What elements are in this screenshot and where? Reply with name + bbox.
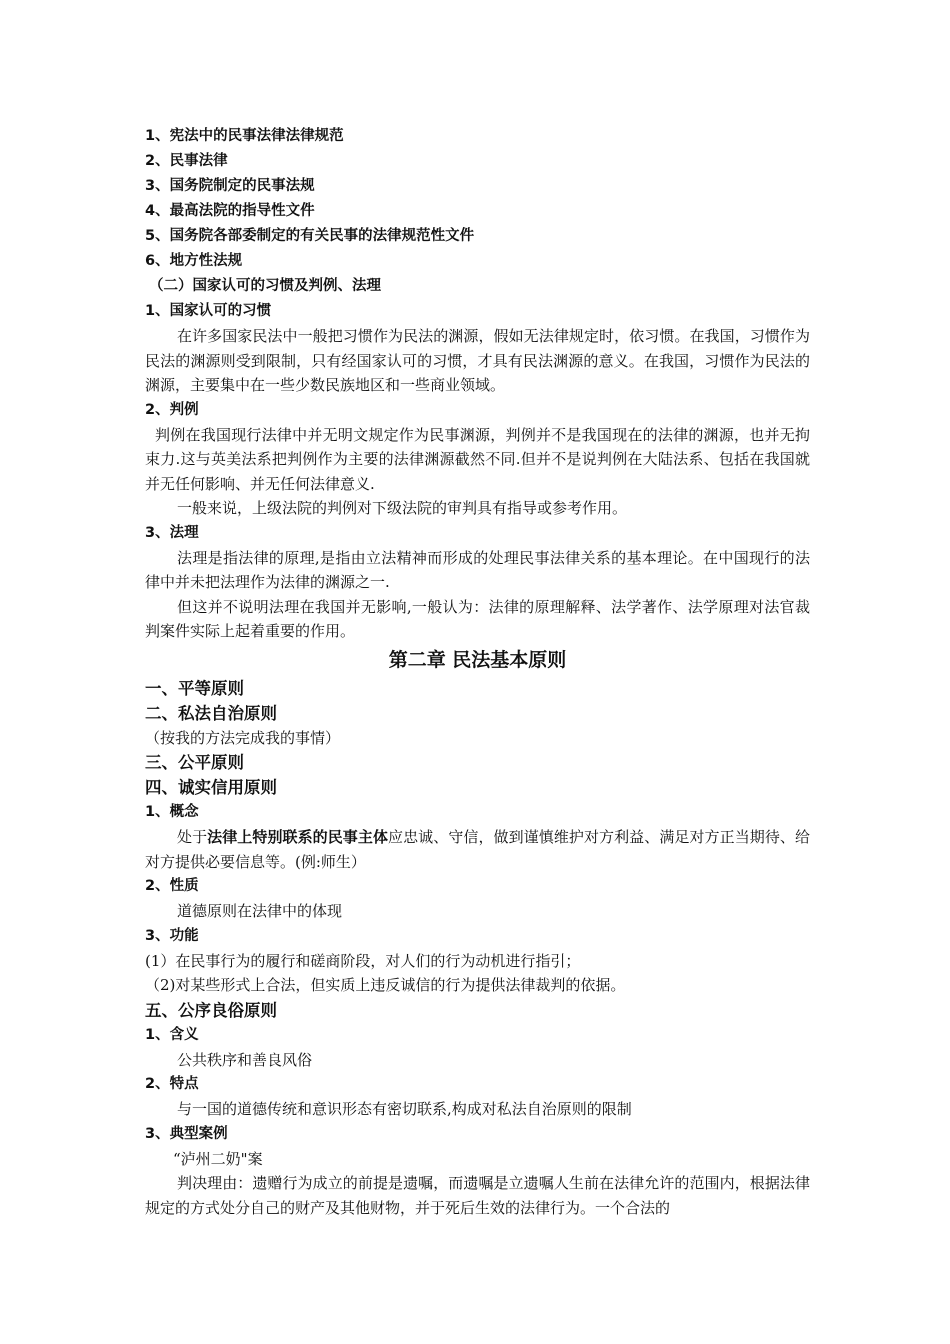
principle-heading: 四、诚实信用原则 — [145, 778, 277, 797]
subsection-heading: 2、性质 — [145, 878, 199, 894]
principle-heading: 三、公平原则 — [145, 753, 244, 772]
paragraph: 在许多国家民法中一般把习惯作为民法的渊源，假如无法律规定时，依习惯。在我国，习惯作为民法的渊源则受到限制，只有经国家认可的习惯，才具有民法渊源的意义。在我国，习惯作为民法的渊源，主要集中在一些少数民族地区和一些商业领域。 — [145, 327, 810, 394]
paragraph: 法理是指法律的原理,是指由立法精神而形成的处理民事法律关系的基本理论。在中国现行的法律中并未把法理作为法律的渊源之一. — [145, 548, 810, 591]
subsection-heading: 3、功能 — [145, 927, 199, 944]
function-item: (1）在民事行为的履行和磋商阶段，对人们的行为动机进行指引； — [145, 951, 581, 970]
subsection-heading: 2、特点 — [145, 1076, 199, 1092]
list-item: 1、宪法中的民事法律法律规范 — [145, 128, 344, 144]
list-item: 2、民事法律 — [145, 153, 228, 169]
subsection-heading: 1、概念 — [145, 804, 199, 820]
list-item: 6、地方性法规 — [145, 253, 243, 269]
paragraph: 但这并不说明法理在我国并无影响,一般认为：法律的原理解释、法学著作、法学原理对法官裁判案件实际上起着重要的作用。 — [145, 597, 810, 640]
paragraph: 与一国的道德传统和意识形态有密切联系,构成对私法自治原则的限制 — [177, 1100, 632, 1118]
list-item: 3、国务院制定的民事法规 — [145, 178, 315, 194]
principle-note: （按我的方法完成我的事情） — [145, 728, 341, 747]
subsection-heading: 3、法理 — [145, 524, 199, 541]
function-item: （2)对某些形式上合法，但实质上违反诚信的行为提供法律裁判的依据。 — [145, 976, 626, 994]
subsection-heading: 1、国家认可的习惯 — [145, 303, 272, 319]
principle-heading: 二、私法自治原则 — [145, 703, 277, 723]
subsection-heading: 2、判例 — [145, 401, 199, 418]
paragraph: 公共秩序和善良风俗 — [177, 1050, 313, 1069]
list-item: 5、国务院各部委制定的有关民事的法律规范性文件 — [145, 228, 475, 244]
list-item: 4、最高法院的指导性文件 — [145, 203, 315, 219]
principle-heading: 一、平等原则 — [145, 678, 244, 698]
principle-heading: 五、公序良俗原则 — [145, 1000, 277, 1020]
concept-rest: 应忠诚、守信，做到谨慎维护对方利益、满足对方正当期待、给对方提供必要信息等。(例:师生） — [145, 828, 810, 871]
subsection-heading: 3、典型案例 — [145, 1125, 228, 1142]
section-heading: （二）国家认可的习惯及判例、法理 — [149, 278, 381, 294]
paragraph — [145, 825, 810, 874]
subsection-heading: 1、含义 — [145, 1026, 199, 1043]
case-name: “泸州二奶"案 — [173, 1149, 263, 1168]
concept-prefix: 处于 — [177, 828, 208, 846]
document-body — [145, 124, 810, 1220]
paragraph: 一般来说，上级法院的判例对下级法院的审判具有指导或参考作用。 — [177, 499, 628, 517]
chapter-title: 第二章 民法基本原则 — [388, 648, 567, 671]
paragraph: 判例在我国现行法律中并无明文规定作为民事渊源，判例并不是我国现在的法律的渊源，也并无拘束力.这与英美法系把判例作为主要的法律渊源截然不同.但并不是说判例在大陆法系、包括在我国就并无任何影响、并无任何法律意义. — [145, 425, 810, 493]
concept-emphasis: 法律上特别联系的民事主体 — [207, 828, 389, 846]
paragraph: 判决理由：遗赠行为成立的前提是遗嘱，而遗嘱是立遗嘱人生前在法律允许的范围内，根据法律规定的方式处分自己的财产及其他财物，并于死后生效的法律行为。一个合法的 — [145, 1174, 810, 1217]
paragraph: 道德原则在法律中的体现 — [177, 902, 343, 920]
